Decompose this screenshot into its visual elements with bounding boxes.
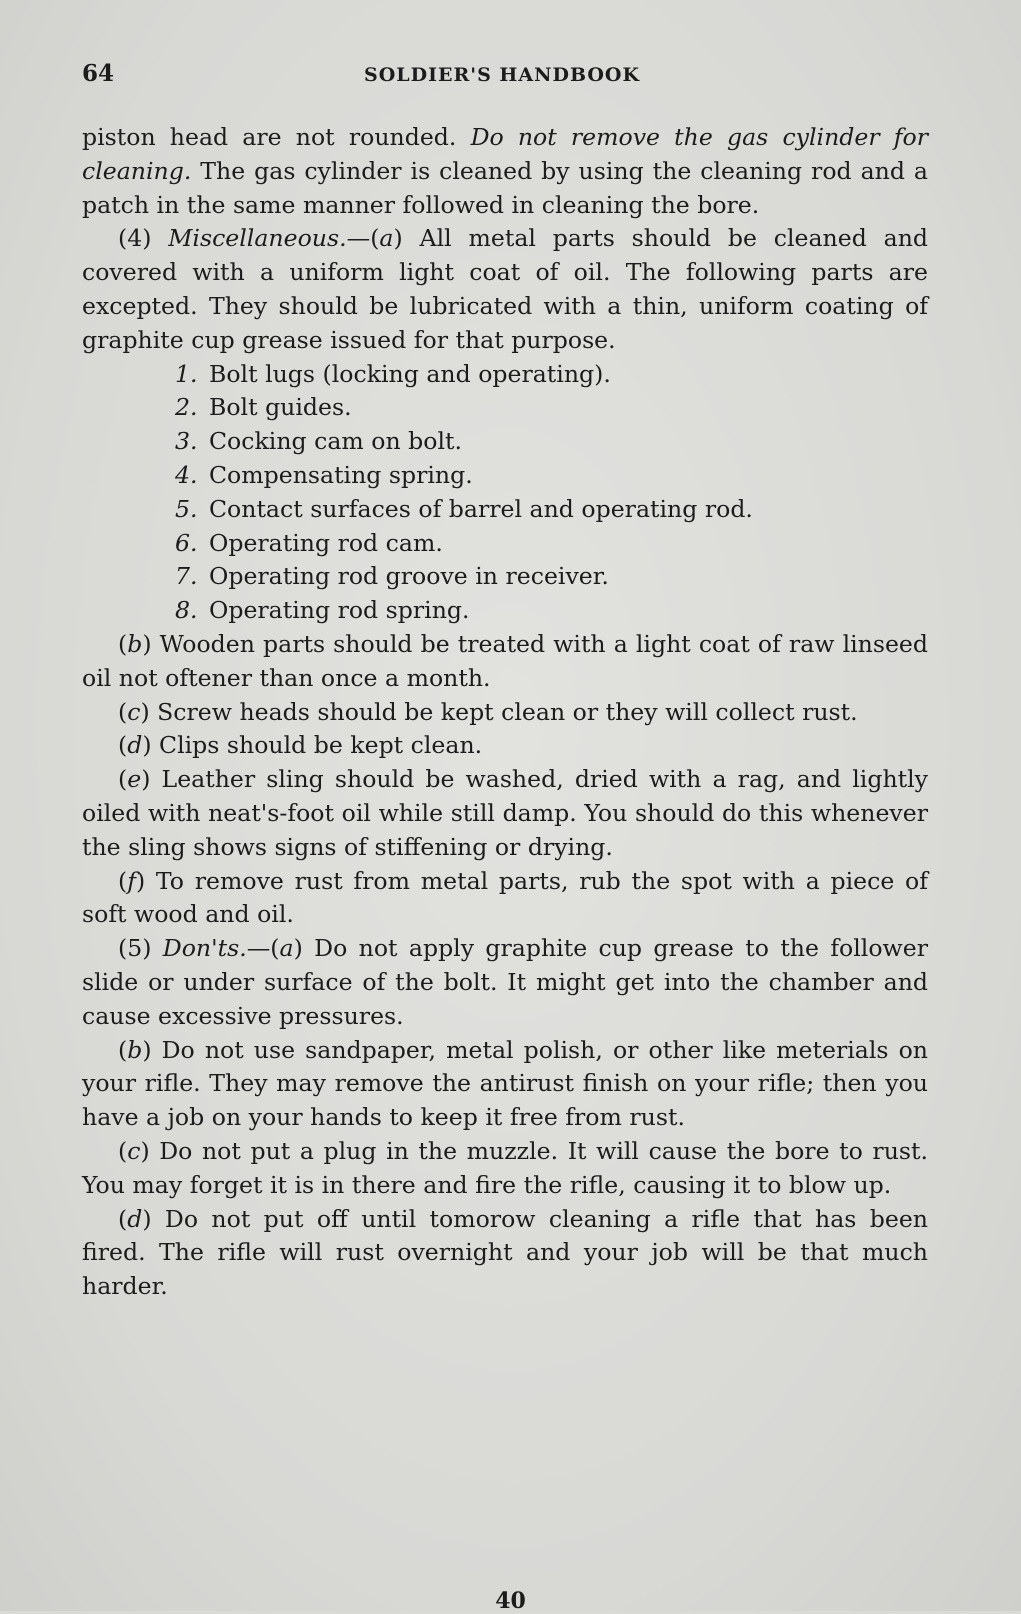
page-header bbox=[82, 60, 922, 94]
list-item: 4. Compensating spring. bbox=[175, 460, 473, 489]
list-item: 3. Cocking cam on bolt. bbox=[175, 427, 462, 456]
list-item: 1. Bolt lugs (locking and operating). bbox=[175, 359, 611, 388]
paragraph-fired-rifle: (d) Do not put off until tomorow cleaning a rifle that has been fired. The rifle will rust overnight and your job will be that much harder. bbox=[82, 1204, 928, 1301]
page-number: 64 bbox=[82, 60, 115, 87]
section-heading-miscellaneous: Miscellaneous. bbox=[168, 224, 347, 253]
list-item: 6. Operating rod cam. bbox=[175, 528, 443, 557]
list-item: 8. Operating rod spring. bbox=[175, 596, 470, 625]
paragraph-clips: (d) Clips should be kept clean. bbox=[118, 731, 483, 760]
paragraph-rust-removal: (f) To remove rust from metal parts, rub the spot with a piece of soft wood and oil. bbox=[82, 866, 928, 929]
paragraph-leather-sling: (e) Leather sling should be washed, dried with a rag, and lightly oiled with neat's-foot oil while still damp. You should do this whenever the sling shows signs of stiffening or drying. bbox=[82, 765, 928, 861]
paragraph-muzzle-plug: (c) Do not put a plug in the muzzle. It will cause the bore to rust. You may forget it is in there and fire the rifle, causing it to blow up. bbox=[82, 1136, 928, 1199]
emphasis-text: Do not remove the gas cylinder for cleaning. bbox=[82, 123, 929, 185]
paragraph-sandpaper: (b) Do not use sandpaper, metal polish, or other like meterials on your rifle. They may remove the antirust finish on your rifle; then you have a job on your hands to keep it free from rust. bbox=[82, 1035, 928, 1132]
lubrication-parts-list bbox=[82, 358, 928, 628]
paragraph-donts: (5) Don'ts.—(a) Do not apply graphite cup grease to the follower slide or under surface of the bolt. It might get into the chamber and cause excessive pressures. bbox=[82, 934, 928, 1030]
paragraph-gas-cylinder: piston head are not rounded. Do not remove the gas cylinder for cleaning. The gas cylinder is cleaned by using the cleaning rod and a patch in the same manner followed in cleaning the bore. bbox=[82, 123, 929, 219]
running-head: SOLDIER'S HANDBOOK bbox=[364, 64, 640, 86]
page-folio: 40 bbox=[495, 1588, 526, 1614]
page-body bbox=[82, 121, 928, 1304]
list-item: 7. Operating rod groove in receiver. bbox=[175, 562, 609, 591]
list-item: 2. Bolt guides. bbox=[175, 393, 352, 422]
paragraph-screw-heads: (c) Screw heads should be kept clean or they will collect rust. bbox=[118, 697, 858, 726]
section-heading-donts: Don'ts. bbox=[162, 934, 247, 963]
list-item: 5. Contact surfaces of barrel and operating rod. bbox=[175, 494, 753, 523]
paragraph-wooden-parts: (b) Wooden parts should be treated with a light coat of raw linseed oil not oftener than once a month. bbox=[82, 629, 928, 692]
paragraph-miscellaneous: (4) Miscellaneous.—(a) All metal parts should be cleaned and covered with a uniform light coat of oil. The following parts are excepted. They should be lubricated with a thin, uniform coating of graphite cup grease issued for that purpose. bbox=[82, 224, 928, 354]
